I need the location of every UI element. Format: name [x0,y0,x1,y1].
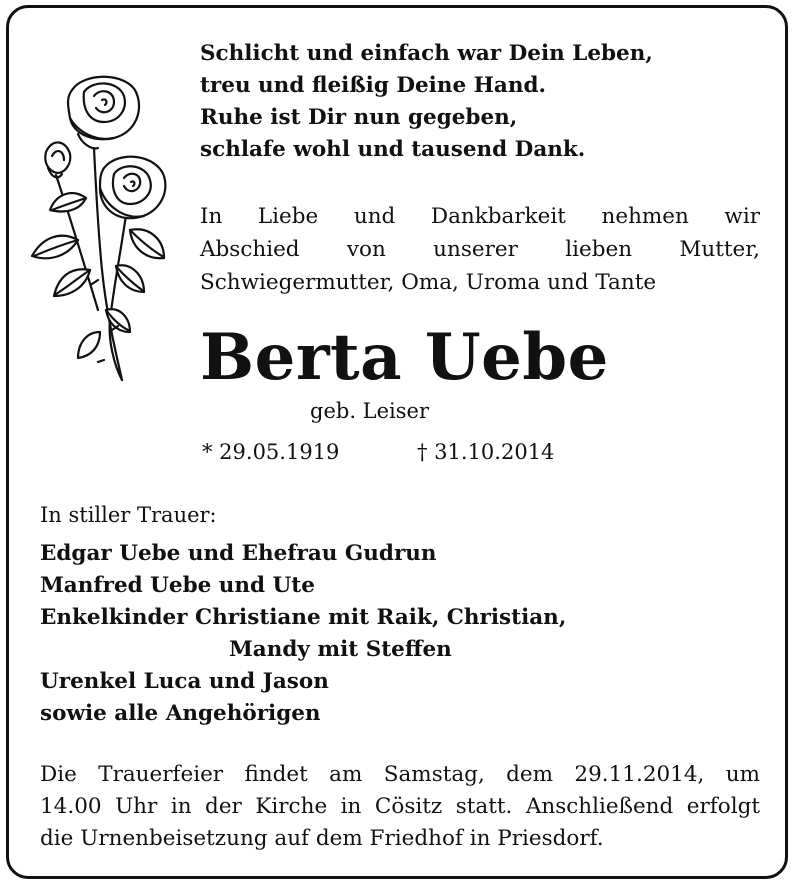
mourner-line: sowie alle Angehörigen [40,701,321,726]
poem-line: treu und fleißig Deine Hand. [200,73,547,98]
maiden-name: geb. Leiser [310,399,429,423]
service-line: Die Trauerfeier findet am Samstag, dem 29.11.2014, um [40,762,760,787]
mourner-line: Manfred Uebe und Ute [40,573,315,598]
intro-line: Schwiegermutter, Oma, Uroma und Tante [200,270,657,295]
poem-line: Schlicht und einfach war Dein Leben, [200,41,653,66]
intro-line: Abschied von unserer lieben Mutter, [200,237,760,262]
service-line: die Urnenbeisetzung auf dem Friedhof in Priesdorf. [40,826,604,851]
deceased-name: Berta Uebe [200,320,609,395]
mourner-line: Mandy mit Steffen [229,637,452,662]
mourners-list [40,538,760,730]
mourner-line: Urenkel Luca und Jason [40,669,329,694]
rose-icon [26,70,176,390]
birth-date: * 29.05.1919 [202,440,340,464]
death-date: † 31.10.2014 [417,440,555,464]
poem-line: Ruhe ist Dir nun gegeben, [200,105,518,130]
mourner-line: Enkelkinder Christiane mit Raik, Christian, [40,605,567,630]
mourners-heading: In stiller Trauer: [40,503,217,527]
poem-line: schlafe wohl und tausend Dank. [200,137,586,162]
intro-paragraph [200,200,760,299]
poem-verse [200,38,760,166]
mourner-line: Edgar Uebe und Ehefrau Gudrun [40,541,437,566]
funeral-service-info [40,759,760,855]
intro-line: In Liebe und Dankbarkeit nehmen wir [200,204,760,229]
service-line: 14.00 Uhr in der Kirche in Cösitz statt. Anschließend erfolgt [40,794,760,819]
